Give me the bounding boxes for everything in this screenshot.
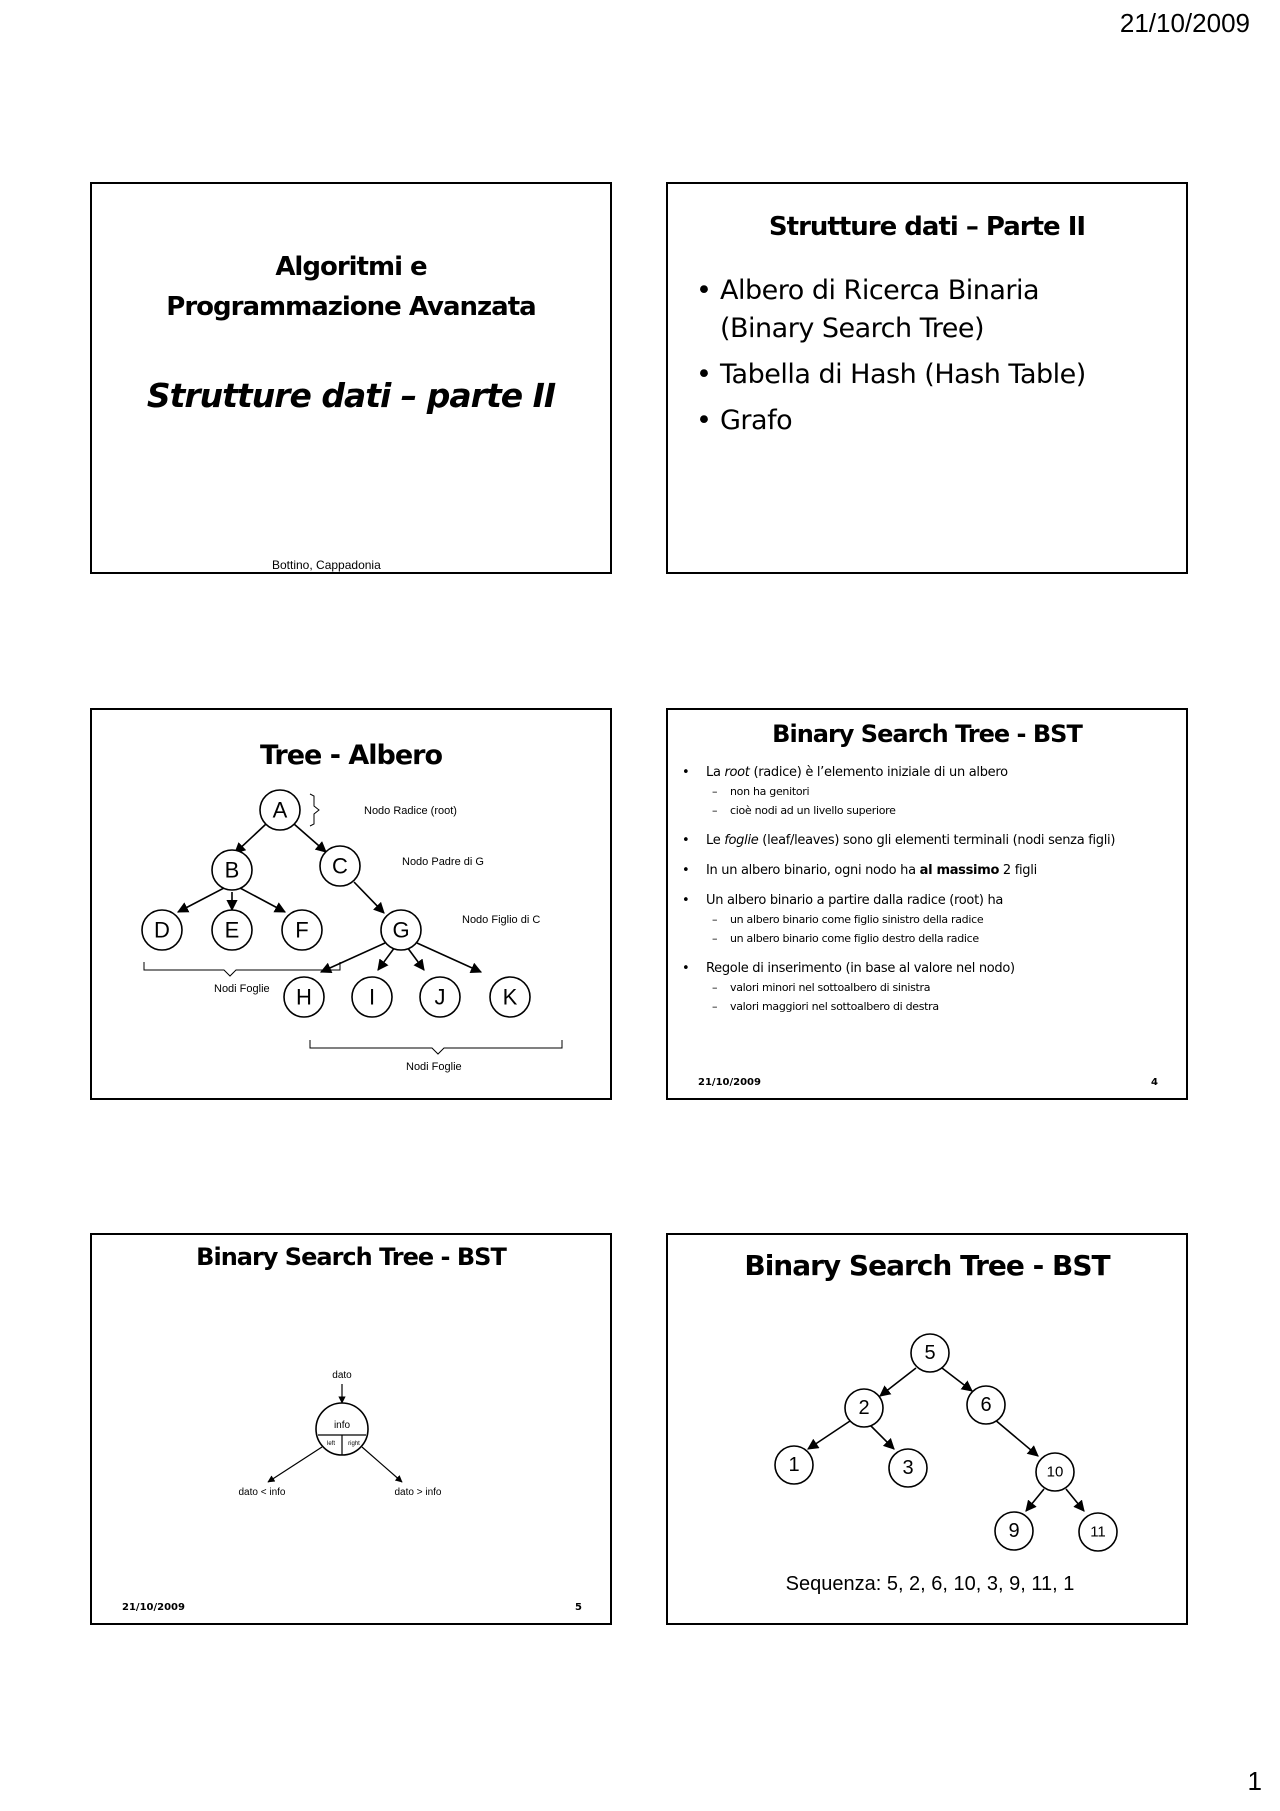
edge-a-b [235, 824, 266, 853]
bullet-item: • La root (radice) è l’elemento iniziale di un albero [680, 764, 1178, 782]
slide-footer-number: 5 [575, 1602, 582, 1613]
label-leaves-left: Nodi Foglie [214, 983, 270, 995]
node-label: I [368, 984, 376, 1010]
slide-bst-example [666, 1233, 1188, 1625]
slide-footer-date: 21/10/2009 [698, 1077, 761, 1088]
edge-10-9 [1026, 1489, 1044, 1511]
bullet-item: • Un albero binario a partire dalla radice (root) ha [680, 892, 1178, 910]
slide-heading: Binary Search Tree - BST [744, 1249, 1110, 1282]
slide-heading: Binary Search Tree - BST [772, 720, 1082, 748]
label-child: Nodo Figlio di C [462, 914, 541, 926]
course-title-line2: Programmazione Avanzata [166, 292, 536, 322]
leaves-brace-left [144, 962, 340, 976]
label-leaves-right: Nodi Foglie [406, 1061, 462, 1073]
edge-2-3 [868, 1423, 894, 1449]
node-label: A [272, 797, 288, 823]
edge-g-k [417, 943, 481, 972]
slide-subtitle: Strutture dati – parte II [146, 376, 556, 415]
page-date: 21/10/2009 [1119, 8, 1250, 38]
edge-b-f [240, 888, 285, 912]
slide-tree [90, 708, 612, 1100]
slide-bst-node [90, 1233, 612, 1625]
edge-6-10 [994, 1419, 1038, 1456]
outline-item: • Grafo [696, 402, 1086, 440]
slide-title [90, 182, 612, 574]
label-parent: Nodo Padre di G [402, 856, 484, 868]
sub-bullet-item: – un albero binario come figlio destro della radice [680, 929, 1178, 948]
sub-bullet-item: – cioè nodi ad un livello superiore [680, 801, 1178, 820]
bullet-item: • Regole di inserimento (in base al valore nel nodo) [680, 960, 1178, 978]
slide-footer-number: 4 [1151, 1077, 1158, 1088]
node-label: G [392, 917, 410, 943]
edge-b-d [178, 888, 224, 912]
bst-node-label: 1 [788, 1454, 800, 1476]
sub-bullet-item: – non ha genitori [680, 782, 1178, 801]
bst-node-label: 11 [1090, 1523, 1106, 1541]
edge-10-11 [1066, 1489, 1084, 1511]
left-branch-arrow [268, 1447, 322, 1482]
bst-node-label: 5 [924, 1342, 936, 1364]
course-title-line1: Algoritmi e [275, 252, 427, 282]
node-info-label: info [333, 1420, 351, 1431]
node-label: K [502, 984, 518, 1010]
leaves-brace-right [310, 1040, 562, 1054]
edge-g-i [378, 947, 395, 970]
author-text: Bottino, Cappadonia [272, 558, 381, 572]
edge-5-6 [942, 1368, 972, 1391]
bst-node-label: 3 [902, 1457, 914, 1479]
sub-bullet-item: – valori minori nel sottoalbero di sinistra [680, 978, 1178, 997]
edge-g-j [407, 947, 424, 970]
edge-5-2 [880, 1368, 916, 1396]
bst-node-diagram [92, 1235, 610, 1623]
insertion-sequence: Sequenza: 5, 2, 6, 10, 3, 9, 11, 1 [785, 1573, 1075, 1595]
node-label: F [295, 917, 309, 943]
bst-node-label: 9 [1008, 1520, 1020, 1542]
slide-outline [666, 182, 1188, 574]
bst-node-label: 6 [980, 1394, 992, 1416]
input-data-label: dato [332, 1370, 352, 1381]
slide-heading: Binary Search Tree - BST [196, 1243, 506, 1271]
node-label: C [332, 853, 348, 879]
edge-g-h [321, 943, 385, 972]
right-rule-label: dato > info [394, 1487, 442, 1498]
bullet-item: • Le foglie (leaf/leaves) sono gli elementi terminali (nodi senza figli) [680, 832, 1178, 850]
label-root: Nodo Radice (root) [364, 805, 457, 817]
node-right-label: right [348, 1441, 360, 1447]
bst-node-label: 2 [858, 1397, 870, 1419]
page-number: 1 [1247, 1766, 1262, 1796]
slide-heading: Tree - Albero [259, 740, 443, 771]
sub-bullet-item: – valori maggiori nel sottoalbero di destra [680, 997, 1178, 1016]
slide-footer-date: 21/10/2009 [122, 1602, 185, 1613]
node-label: E [224, 917, 240, 943]
outline-item: • Tabella di Hash (Hash Table) [696, 356, 1086, 394]
edge-2-1 [808, 1421, 850, 1449]
slide-bst-definitions [666, 708, 1188, 1100]
edge-c-g [354, 882, 384, 913]
node-left-label: left [326, 1441, 336, 1447]
edge-a-c [294, 824, 326, 852]
node-label: H [296, 984, 312, 1010]
sub-bullet-item: – un albero binario come figlio sinistro della radice [680, 910, 1178, 929]
node-label: D [154, 917, 170, 943]
node-label: B [224, 857, 240, 883]
outline-list [696, 272, 1086, 448]
root-brace [310, 794, 319, 826]
node-label: J [434, 984, 446, 1010]
bst-bullet-list [680, 764, 1178, 1016]
bst-example-diagram [668, 1235, 1186, 1623]
bullet-item: • In un albero binario, ogni nodo ha al massimo 2 figli [680, 862, 1178, 880]
right-branch-arrow [362, 1447, 402, 1482]
bst-node-label: 10 [1046, 1463, 1064, 1481]
slide-heading: Strutture dati – Parte II [768, 212, 1086, 242]
left-rule-label: dato < info [238, 1487, 286, 1498]
tree-diagram [92, 710, 610, 1098]
outline-item: • Albero di Ricerca Binaria (Binary Search Tree) [696, 272, 1080, 348]
